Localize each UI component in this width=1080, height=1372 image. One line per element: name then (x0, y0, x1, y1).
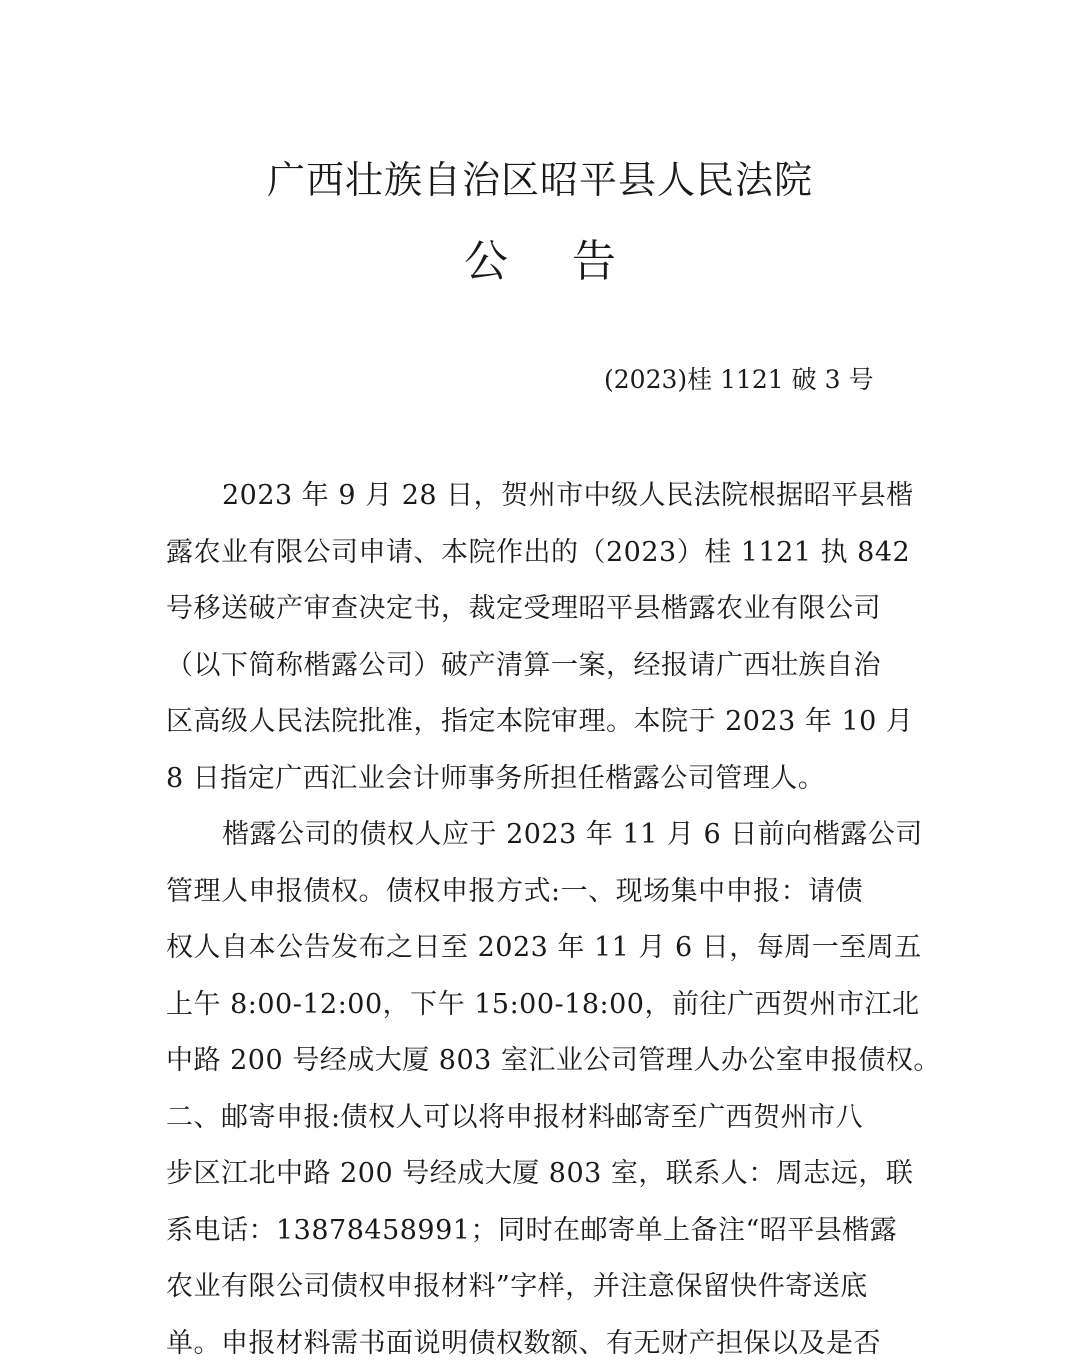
court-name: 广西壮族自治区昭平县人民法院 (0, 152, 1080, 208)
paragraph-1-line-2: 露农业有限公司申请、本院作出的（2023）桂 1121 执 842 (166, 525, 926, 582)
paragraph-1-line-4: （以下简称楷露公司）破产清算一案，经报请广西壮族自治 (166, 638, 926, 695)
paragraph-2-line-7: 步区江北中路 200 号经成大厦 803 室，联系人：周志远，联 (166, 1146, 926, 1203)
paragraph-2-line-2: 管理人申报债权。债权申报方式:一、现场集中申报：请债 (166, 864, 926, 921)
paragraph-2-line-3: 权人自本公告发布之日至 2023 年 11 月 6 日，每周一至周五 (166, 920, 926, 977)
announcement-body (166, 468, 926, 1372)
paragraph-1-line-1: 2023 年 9 月 28 日，贺州市中级人民法院根据昭平县楷 (166, 468, 926, 525)
paragraph-2-line-6: 二、邮寄申报:债权人可以将申报材料邮寄至广西贺州市八 (166, 1090, 926, 1147)
paragraph-2-line-1: 楷露公司的债权人应于 2023 年 11 月 6 日前向楷露公司 (166, 807, 926, 864)
announcement-title (0, 232, 1080, 292)
paragraph-2-line-9: 农业有限公司债权申报材料”字样，并注意保留快件寄送底 (166, 1259, 926, 1316)
title-char-2: 告 (572, 232, 616, 292)
paragraph-1-line-3: 号移送破产审查决定书，裁定受理昭平县楷露农业有限公司 (166, 581, 926, 638)
paragraph-1-line-5: 区高级人民法院批准，指定本院审理。本院于 2023 年 10 月 (166, 694, 926, 751)
case-number: (2023)桂 1121 破 3 号 (604, 362, 873, 398)
paragraph-2-line-4: 上午 8:00-12:00，下午 15:00-18:00，前往广西贺州市江北 (166, 977, 926, 1034)
paragraph-2-line-8: 系电话：13878458991；同时在邮寄单上备注“昭平县楷露 (166, 1203, 926, 1260)
title-char-1: 公 (464, 232, 508, 292)
paragraph-2-line-10: 单。申报材料需书面说明债权数额、有无财产担保以及是否 (166, 1316, 926, 1372)
paragraph-2-line-5: 中路 200 号经成大厦 803 室汇业公司管理人办公室申报债权。 (166, 1033, 926, 1090)
paragraph-1-line-6: 8 日指定广西汇业会计师事务所担任楷露公司管理人。 (166, 751, 926, 808)
